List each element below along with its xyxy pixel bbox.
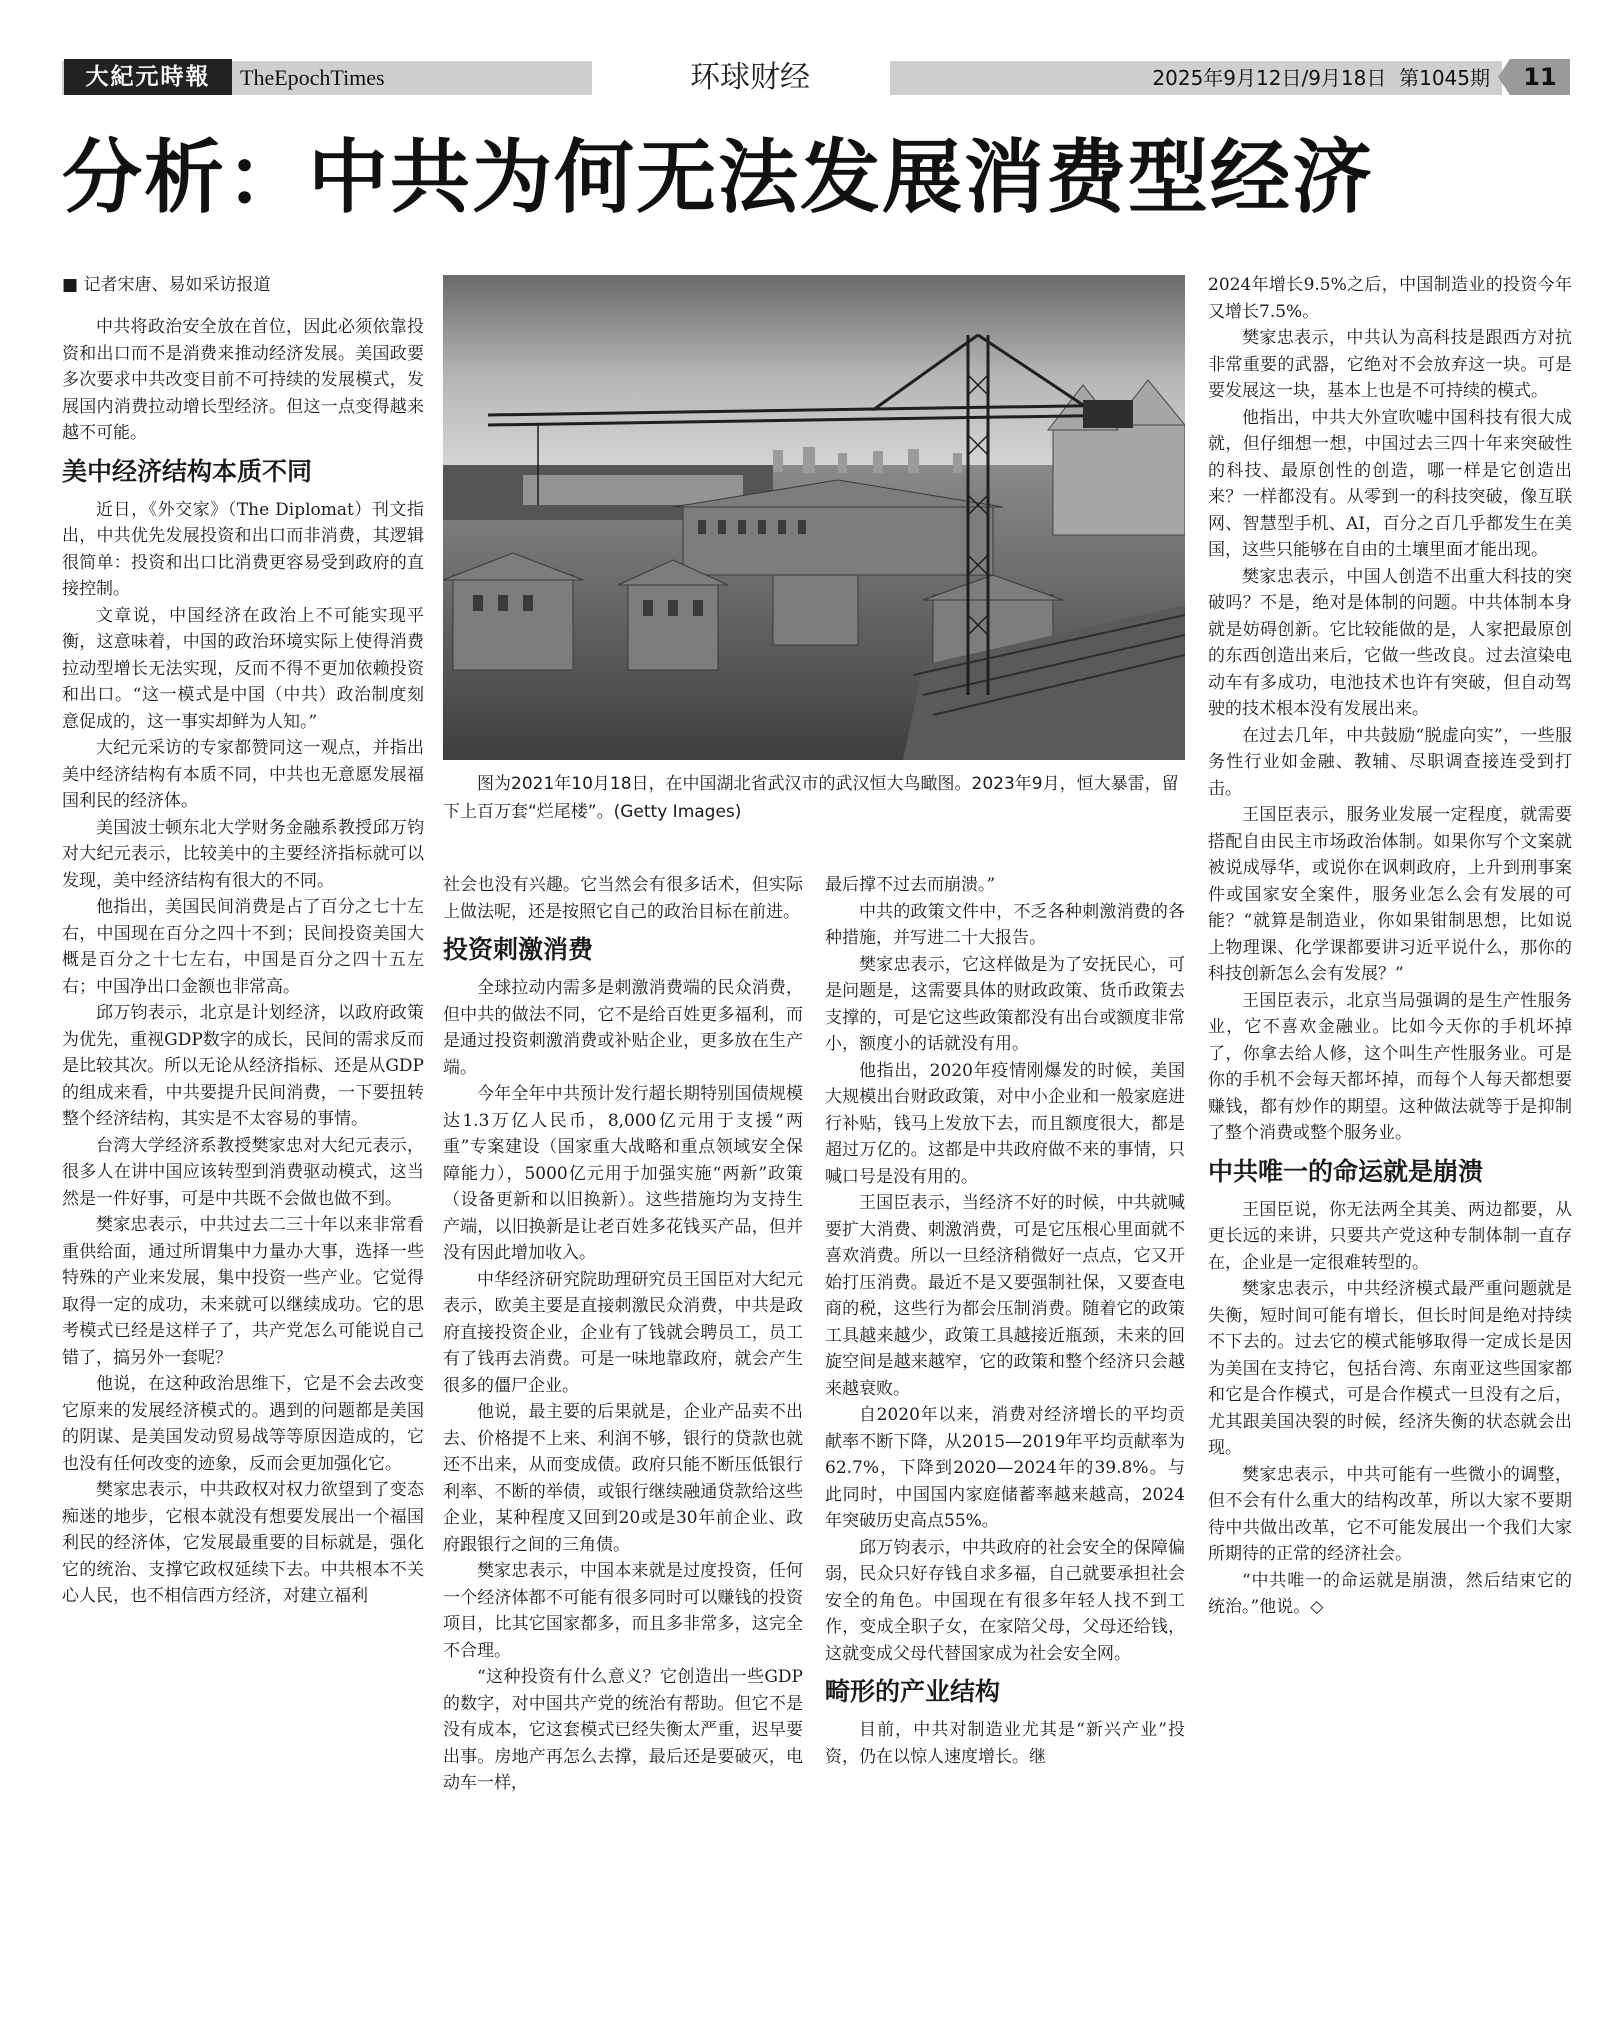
article-paragraph: 中共的政策文件中，不乏各种刺激消费的各种措施，并写进二十大报告。 (825, 901, 1185, 948)
article-paragraph: 他指出，2020年疫情刚爆发的时候，美国大规模出台财政政策，对中小企业和一般家庭进行补贴，钱马上发放下去，而且额度很大，都是超过万亿的。这都是中共政府做不来的事情，只喊口号是没有用的。 (825, 1060, 1185, 1187)
section-heading: 投资刺激消费 (443, 935, 594, 964)
article-paragraph: 樊家忠表示，中共认为高科技是跟西方对抗非常重要的武器，它绝对不会放弃这一块。可是要发展这一块，基本上也是不可持续的模式。 (1208, 328, 1572, 401)
article-paragraph: 樊家忠表示，中共经济模式最严重问题就是失衡，短时间可能有增长，但长时间是绝对持续不下去的。过去它的模式能够取得一定成长是因为美国在支持它，包括台湾、东南亚这些国家都和它是合作模式，可是合作模式一旦没有之后，尤其跟美国决裂的时候，经济失衡的状态就会出现。 (1208, 1279, 1572, 1458)
photo-caption: 图为2021年10月18日，在中国湖北省武汉市的武汉恒大鸟瞰图。2023年9月，恒大暴雷，留下上百万套“烂尾楼”。(Getty Images) (443, 774, 1179, 822)
masthead-logo-english: TheEpochTimes (240, 65, 385, 90)
article-paragraph: 邱万钧表示，北京是计划经济，以政府政策为优先，重视GDP数字的成长，民间的需求反而是比较其次。所以无论从经济指标、还是从GDP的组成来看，中共要提升民间消费，一下要扭转整个经济结构，其实是不太容易的事情。 (62, 1003, 424, 1129)
article-paragraph: 樊家忠表示，它这样做是为了安抚民心，可是问题是，这需要具体的财政政策、货币政策去支撑的，可是它这些政策都没有出台或额度非常小，额度小的话就没有用。 (825, 954, 1185, 1054)
article-paragraph: 他说，最主要的后果就是，企业产品卖不出去、价格提不上来、利润不够，银行的贷款也就还不出来，从而变成债。政府只能不断压低银行利率、不断的举债，或银行继续融通贷款给这些企业，某种程度又回到20或是30年前企业、政府跟银行之间的三角债。 (443, 1402, 803, 1555)
article-paragraph: 文章说，中国经济在政治上不可能实现平衡，这意味着，中国的政治环境实际上使得消费拉动型增长无法实现，反而不得不更加依赖投资和出口。“这一模式是中国（中共）政治制度刻意促成的，这一事实却鲜为人知。” (62, 605, 424, 732)
article-paragraph: 在过去几年，中共鼓励“脱虚向实”，一些服务性行业如金融、教辅、尽职调查接连受到打击。 (1208, 725, 1572, 799)
article-paragraph: 今年全年中共预计发行超长期特别国债规模达1.3万亿人民币，8,000亿元用于支援“两重”专案建设（国家重大战略和重点领域安全保障能力），5000亿元用于加强实施“两新”政策（设备更新和以旧换新）。这些措施均为支持生产端，以旧换新是让老百姓多花钱买产品，但并没有因此增加收入。 (443, 1084, 803, 1263)
article-column-4 (1208, 272, 1572, 1621)
article-paragraph: 樊家忠表示，中国本来就是过度投资，任何一个经济体都不可能有很多同时可以赚钱的投资项目，比其它国家都多，而且多非常多，这完全不合理。 (443, 1561, 803, 1661)
article-photo (443, 275, 1185, 760)
construction-site-photo (443, 275, 1185, 760)
section-heading: 畸形的产业结构 (825, 1677, 1001, 1706)
section-heading: 中共唯一的命运就是崩溃 (1208, 1156, 1484, 1186)
article-paragraph: 樊家忠表示，中共政权对权力欲望到了变态痴迷的地步，它根本就没有想要发展出一个福国利民的经济体，它发展最重要的目标就是，强化它的统治、支撑它政权延续下去。中共根本不关心人民，也不相信西方经济，对建立福利 (62, 1480, 424, 1606)
article-paragraph: 王国臣表示，服务业发展一定程度，就需要搭配自由民主市场政治体制。如果你写个文案就被说成辱华，或说你在讽刺政府，上升到刑事案件或国家安全案件，服务业怎么会有发展的可能？“就算是制造业，你如果钳制思想，比如说上物理课、化学课都要讲习近平说什么，那你的科技创新怎么会有发展？” (1208, 805, 1572, 984)
article-paragraph: 他说，在这种政治思维下，它是不会去改变它原来的发展经济模式的。遇到的问题都是美国的阴谋、是美国发动贸易战等等原因造成的，它也没有任何改变的迹象，反而会更加强化它。 (62, 1374, 424, 1474)
issue-date: 2025年9月12日/9月18日 (1152, 66, 1387, 90)
article-paragraph: 近日，《外交家》（The Diplomat）刊文指出，中共优先发展投资和出口而非消费，其逻辑很简单：投资和出口比消费更容易受到政府的直接控制。 (62, 499, 424, 599)
article-paragraph: 王国臣表示，北京当局强调的是生产性服务业，它不喜欢金融业。比如今天你的手机坏掉了，你拿去给人修，这个叫生产性服务业。可是你的手机不会每天都坏掉，而每个人每天都想要赚钱，都有炒作的期望。这种做法就等于是抑制了整个消费或整个服务业。 (1208, 990, 1572, 1143)
article-column-2 (443, 872, 803, 1797)
section-title: 环球财经 (690, 60, 810, 95)
article-paragraph: 社会也没有兴趣。它当然会有很多话术，但实际上做法呢，还是按照它自己的政治目标在前进。 (443, 875, 803, 922)
article-paragraph: 中华经济研究院助理研究员王国臣对大纪元表示，欧美主要是直接刺激民众消费，中共是政府直接投资企业，企业有了钱就会聘员工，员工有了钱再去消费。可是一味地靠政府，就会产生很多的僵尸企业。 (443, 1269, 803, 1396)
article-paragraph: 自2020年以来，消费对经济增长的平均贡献率不断下降，从2015—2019年平均贡献率为62.7%，下降到2020—2024年的39.8%。与此同时，中国国内家庭储蓄率越来越高，2024年突破历史高点55%。 (825, 1405, 1185, 1531)
issue-dateline (1090, 61, 1490, 95)
article-title: 分析：中共为何无法发展消费型经济 (62, 131, 1374, 224)
article-paragraph: 目前，中共对制造业尤其是“新兴产业”投资，仍在以惊人速度增长。继 (825, 1720, 1185, 1767)
section-heading: 美中经济结构本质不同 (62, 456, 313, 486)
article-paragraph: 王国臣表示，当经济不好的时候，中共就喊要扩大消费、刺激消费，可是它压根心里面就不喜欢消费。所以一旦经济稍微好一点点，它又开始打压消费。最近不是又要强制社保，又要查电商的税，这些行为都会压制消费。随着它的政策工具越来越少，政策工具越接近瓶颈，未来的回旋空间是越来越窄，它的政策和整个经济只会越来越衰败。 (825, 1193, 1185, 1399)
article-paragraph: 他指出，美国民间消费是占了百分之七十左右，中国现在百分之四十不到；民间投资美国大概是百分之十七左右，中国是百分之四十五左右；中国净出口金额也非常高。 (62, 897, 424, 997)
article-column-1 (62, 272, 424, 1610)
article-paragraph: 全球拉动内需多是刺激消费端的民众消费，但中共的做法不同，它不是给百姓更多福利，而是通过投资刺激消费或补贴企业，更多放在生产端。 (443, 978, 803, 1078)
article-paragraph: 王国臣说，你无法两全其美、两边都要，从更长远的来讲，只要共产党这种专制体制一直存在，企业是一定很难转型的。 (1208, 1199, 1572, 1273)
article-paragraph: 大纪元采访的专家都赞同这一观点，并指出美中经济结构有本质不同，中共也无意愿发展福国利民的经济体。 (62, 738, 424, 811)
article-paragraph: 台湾大学经济系教授樊家忠对大纪元表示，很多人在讲中国应该转型到消费驱动模式，这当然是一件好事，可是中共既不会做也做不到。 (62, 1135, 424, 1209)
article-paragraph: 2024年增长9.5%之后，中国制造业的投资今年又增长7.5%。 (1208, 275, 1572, 322)
article-paragraph: 邱万钧表示，中共政府的社会安全的保障偏弱，民众只好存钱自求多福，自己就要承担社会安全的角色。中国现在有很多年轻人找不到工作，变成全职子女，在家陪父母，父母还给钱，这就变成父母代替国家成为社会安全网。 (825, 1537, 1185, 1664)
article-paragraph: 他指出，中共大外宣吹嘘中国科技有很大成就，但仔细想一想，中国过去三四十年来突破性的科技、最原创性的创造，哪一样是它创造出来？一样都没有。从零到一的科技突破，像互联网、智慧型手机、AI，百分之百几乎都发生在美国，这些只能够在自由的土壤里面才能出现。 (1208, 407, 1572, 560)
issue-number: 第1045期 (1399, 66, 1490, 90)
article-paragraph: 美国波士顿东北大学财务金融系教授邱万钧对大纪元表示，比较美中的主要经济指标就可以发现，美中经济结构有很大的不同。 (62, 817, 424, 891)
byline: ■ 记者宋唐、易如采访报道 (62, 275, 271, 295)
article-paragraph: “中共唯一的命运就是崩溃，然后结束它的统治。”他说。◇ (1208, 1570, 1572, 1617)
article-paragraph: 最后撑不过去而崩溃。” (825, 875, 996, 895)
article-paragraph: 樊家忠表示，中共过去二三十年以来非常看重供给面，通过所谓集中力量办大事，选择一些特殊的产业来发展，集中投资一些产业。它觉得取得一定的成功，未来就可以继续成功。它的思考模式已经是这样子了，共产党怎么可能说自己错了，搞另外一套呢？ (62, 1215, 424, 1368)
masthead-logo-chinese: 大紀元時報 (64, 59, 232, 95)
article-paragraph: 樊家忠表示，中共可能有一些微小的调整，但不会有什么重大的结构改革，所以大家不要期待中共做出改革，它不可能发展出一个我们大家所期待的正常的经济社会。 (1208, 1464, 1572, 1564)
article-paragraph: 樊家忠表示，中国人创造不出重大科技的突破吗？不是，绝对是体制的问题。中共体制本身就是妨碍创新。它比较能做的是，人家把最原创的东西创造出来后，它做一些改良。过去渲染电动车有多成功，电池技术也许有突破，但自动驾驶的技术根本没有发展出来。 (1208, 566, 1572, 719)
page-number: 11 (1510, 59, 1570, 95)
article-column-3 (825, 872, 1185, 1770)
article-paragraph: “这种投资有什么意义？它创造出一些GDP的数字，对中国共产党的统治有帮助。但它不是没有成本，它这套模式已经失衡太严重，迟早要出事。房地产再怎么去撑，最后还是要破灭，电动车一样， (443, 1667, 803, 1793)
article-paragraph: 中共将政治安全放在首位，因此必须依靠投资和出口而不是消费来推动经济发展。美国政要多次要求中共改变目前不可持续的发展模式，发展国内消费拉动增长型经济。但这一点变得越来越不可能。 (62, 317, 424, 443)
